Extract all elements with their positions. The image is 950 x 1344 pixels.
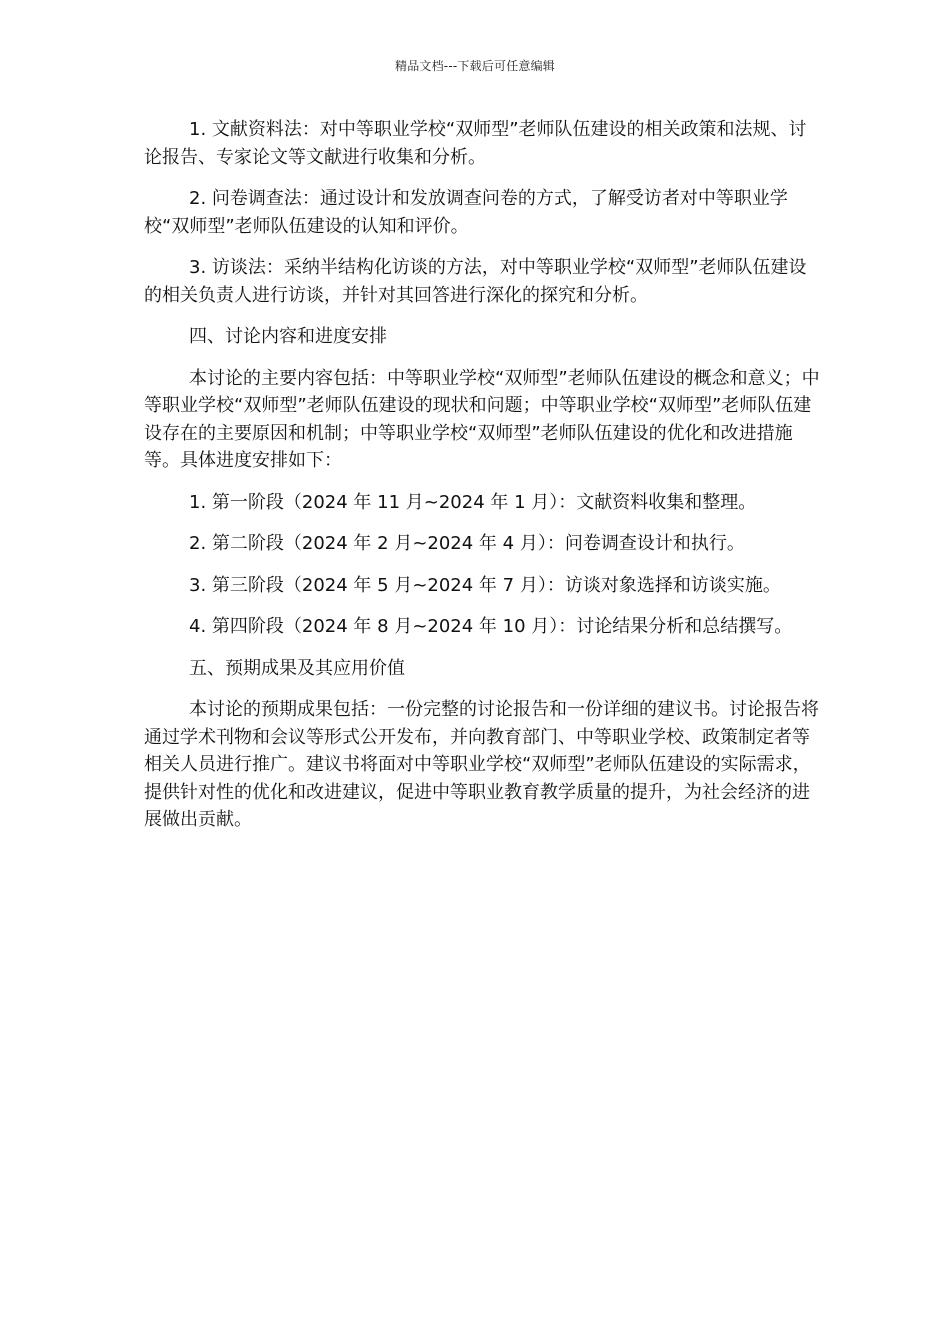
expected-results-paragraph: 本讨论的预期成果包括：一份完整的讨论报告和一份详细的建议书。讨论报告将通过学术刊物和会议等形式公开发布，并向教育部门、中等职业学校、政策制定者等相关人员进行推广。建议书将面对中等职业学校“双师型”老师队伍建设的实际需求，提供针对性的优化和改进建议，促进中等职业教育教学质量的提升，为社会经济的进展做出贡献。	[144, 699, 819, 830]
research-content-paragraph: 本讨论的主要内容包括：中等职业学校“双师型”老师队伍建设的概念和意义；中等职业学校“双师型”老师队伍建设的现状和问题；中等职业学校“双师型”老师队伍建设存在的主要原因和机制；中等职业学校“双师型”老师队伍建设的优化和改进措施等。具体进度安排如下：	[144, 367, 820, 471]
document-body	[144, 116, 820, 848]
schedule-phase-2: 2. 第二阶段（2024 年 2 月~2024 年 4 月）：问卷调查设计和执行。	[189, 533, 745, 554]
section-heading-content-schedule: 四、讨论内容和进度安排	[189, 326, 387, 347]
page-header: 精品文档---下载后可任意编辑	[395, 59, 555, 73]
schedule-phase-1: 1. 第一阶段（2024 年 11 月~2024 年 1 月）：文献资料收集和整理。	[189, 491, 757, 513]
method-literature-paragraph: 1. 文献资料法：对中等职业学校“双师型”老师队伍建设的相关政策和法规、讨论报告、专家论文等文献进行收集和分析。	[144, 119, 807, 168]
method-interview-paragraph: 3. 访谈法：采纳半结构化访谈的方法，对中等职业学校“双师型”老师队伍建设的相关负责人进行访谈，并针对其回答进行深化的探究和分析。	[144, 257, 807, 306]
method-questionnaire-paragraph: 2. 问卷调查法：通过设计和发放调查问卷的方式，了解受访者对中等职业学校“双师型”老师队伍建设的认知和评价。	[144, 188, 788, 237]
section-heading-expected-results: 五、预期成果及其应用价值	[189, 657, 405, 679]
schedule-phase-4: 4. 第四阶段（2024 年 8 月~2024 年 10 月）：讨论结果分析和总结撰写。	[189, 616, 793, 637]
schedule-phase-3: 3. 第三阶段（2024 年 5 月~2024 年 7 月）：访谈对象选择和访谈实施。	[189, 574, 781, 596]
